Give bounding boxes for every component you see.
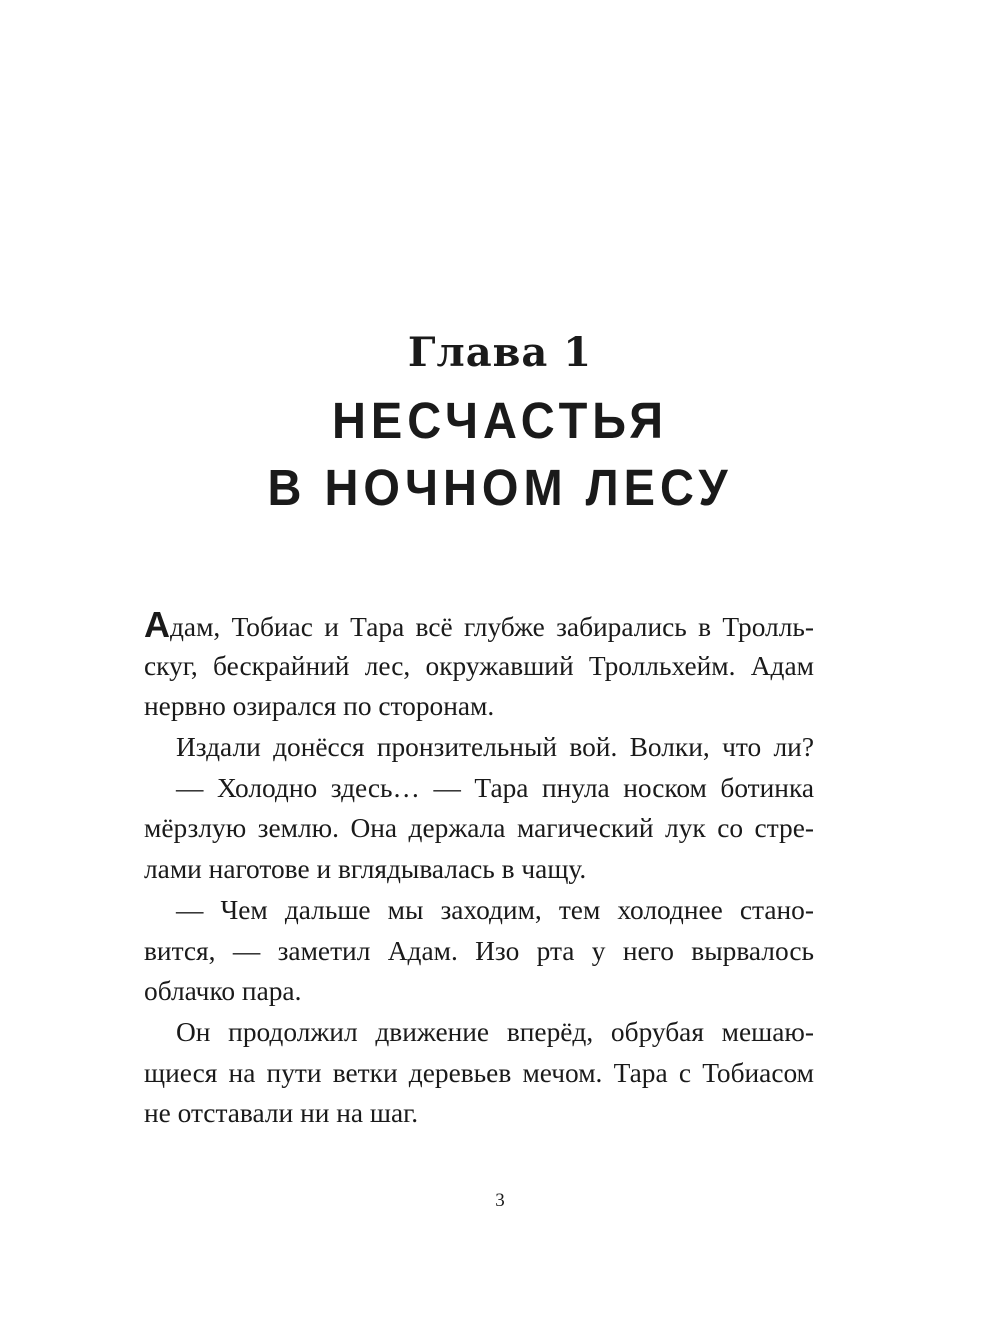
chapter-title-line-2: В НОЧНОМ ЛЕСУ bbox=[267, 458, 733, 516]
paragraph-3-line-1: — Холодно здесь… — Тара пнула носком ботинка bbox=[176, 772, 814, 803]
chapter-body bbox=[144, 605, 814, 1134]
paragraph-4-line-1: — Чем дальше мы заходим, тем холоднее стано- bbox=[176, 894, 814, 925]
paragraph-1-line-1: Адам, Тобиас и Тара всё глубже забирались в Тролль- bbox=[144, 604, 814, 645]
paragraph-1-line-2: скуг, бескрайний лес, окружавший Тролльхейм. Адам bbox=[144, 650, 814, 681]
chapter-number: Глава 1 bbox=[407, 329, 593, 376]
paragraph-4-line-3: облачко пара. bbox=[144, 976, 302, 1007]
drop-cap: А bbox=[144, 604, 170, 645]
chapter-title bbox=[0, 387, 1000, 521]
paragraph-5-line-2: щиеся на пути ветки деревьев мечом. Тара с Тобиасом bbox=[144, 1057, 814, 1088]
paragraph-2-line-1: Издали донёсся пронзительный вой. Волки, что ли? bbox=[176, 732, 814, 763]
paragraph-5-line-3: не отставали ни на шаг. bbox=[144, 1098, 419, 1129]
paragraph-3-line-3: лами наготове и вглядывалась в чащу. bbox=[144, 854, 587, 885]
page-number: 3 bbox=[495, 1190, 505, 1211]
paragraph-1-line-3: нервно озирался по сторонам. bbox=[144, 691, 495, 722]
paragraph-3-line-2: мёрзлую землю. Она держала магический лук со стре- bbox=[144, 813, 814, 844]
paragraph-5-line-1: Он продолжил движение вперёд, обрубая мешаю- bbox=[176, 1016, 814, 1047]
chapter-title-line-1: НЕСЧАСТЬЯ bbox=[331, 391, 669, 449]
paragraph-4-line-2: вится, — заметил Адам. Изо рта у него вырвалось bbox=[144, 935, 814, 966]
